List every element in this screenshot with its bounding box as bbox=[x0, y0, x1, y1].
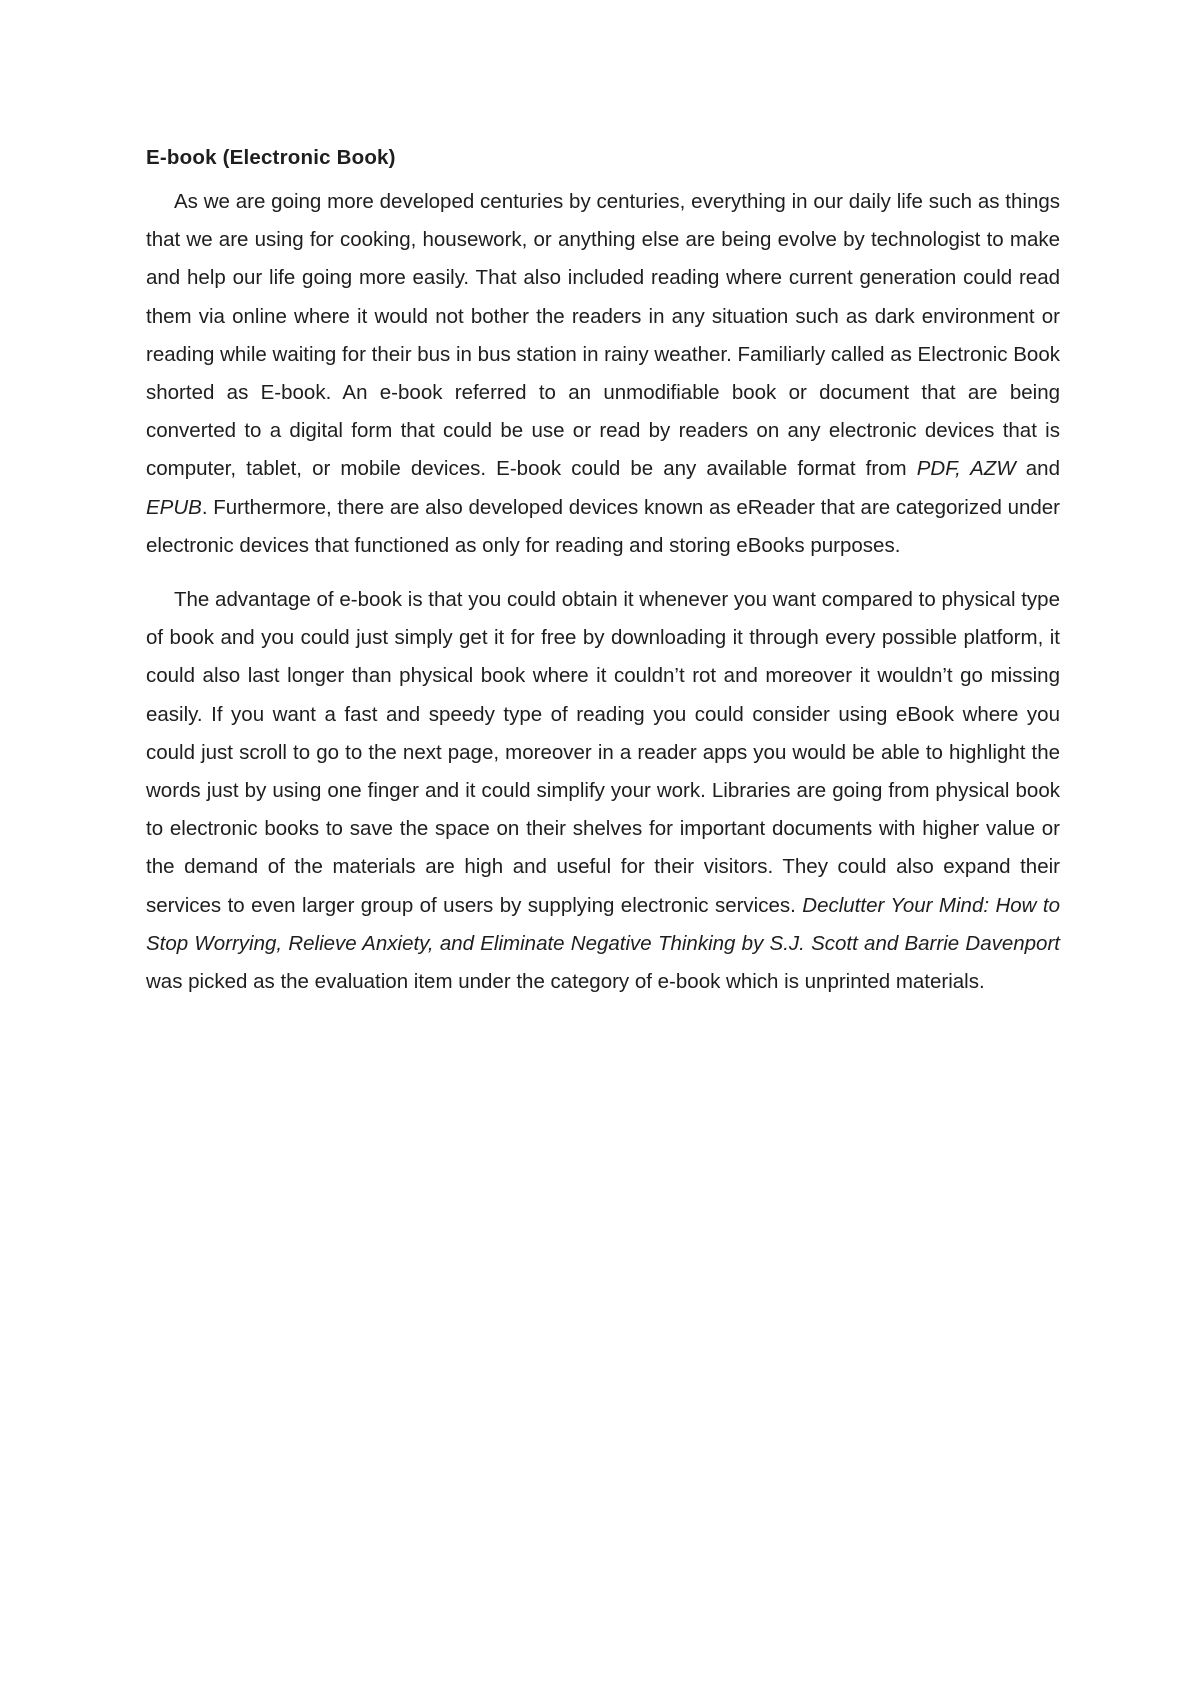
paragraph-text: was picked as the evaluation item under the category of e-book which is unprinted materials. bbox=[146, 970, 985, 994]
paragraph-text: and bbox=[1015, 457, 1060, 481]
paragraph-text: . Furthermore, there are also developed devices known as eReader that are categorized under electronic devices that functioned as only for reading and storing eBooks purposes. bbox=[146, 495, 1060, 557]
format-name-italic: EPUB bbox=[146, 495, 202, 519]
paragraph-text: The advantage of e-book is that you could obtain it whenever you want compared to physical type of book and you could just simply get it for free by downloading it through every possible platform, it could also last longer than physical book where it couldn’t rot and moreover it wouldn’t go missing easily. If you want a fast and speedy type of reading you could consider using eBook where you could just scroll to go to the next page, moreover in a reader apps you would be able to highlight the words just by using one finger and it could simplify your work. Libraries are going from physical book to electronic books to save the space on their shelves for important documents with higher value or the demand of the materials are high and useful for their visitors. They could also expand their services to even larger group of users by supplying electronic services. bbox=[146, 588, 1060, 917]
section-heading: E-book (Electronic Book) bbox=[146, 146, 396, 169]
paragraph-ebook-advantages bbox=[146, 581, 1060, 1001]
paragraph-ebook-intro bbox=[146, 183, 1060, 565]
book-title-italic: Declutter Your Mind: How to Stop Worrying, Relieve Anxiety, and Eliminate Negative Thinking by S.J. Scott and Barrie Davenport bbox=[146, 893, 1060, 955]
format-names-italic: PDF, AZW bbox=[916, 457, 1016, 481]
document-body bbox=[146, 145, 1060, 1001]
paragraph-text: As we are going more developed centuries by centuries, everything in our daily life such as things that we are using for cooking, housework, or anything else are being evolve by technologist to make and help our life going more easily. That also included reading where current generation could read them via online where it would not bother the readers in any situation such as dark environment or reading while waiting for their bus in bus station in rainy weather. Familiarly called as Electronic Book shorted as E-book. An e-book referred to an unmodifiable book or document that are being converted to a digital form that could be use or read by readers on any electronic devices that is computer, tablet, or mobile devices. E-book could be any available format from bbox=[146, 190, 1060, 481]
